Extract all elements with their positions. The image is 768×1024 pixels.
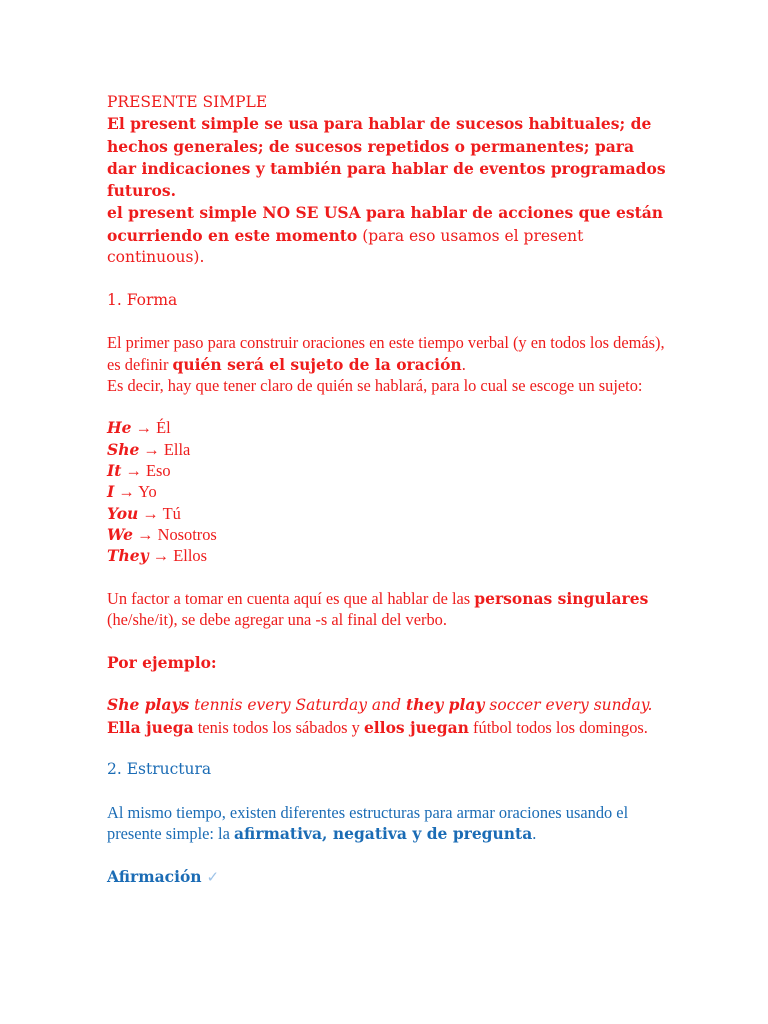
check-icon: ✓	[206, 867, 220, 886]
pronoun-item: It → Eso	[107, 461, 171, 481]
example-english: She plays tennis every Saturday and they play soccer every sunday.	[107, 695, 653, 715]
factor-bold: personas singulares	[474, 588, 649, 608]
p2-text: Es decir, hay que tener claro de quién se hablará, para lo cual se escoge un sujeto:	[107, 375, 643, 395]
pronoun-item: We → Nosotros	[107, 524, 217, 544]
intro-block	[107, 92, 668, 268]
section1-paragraph	[107, 332, 668, 396]
p1-start: El primer paso para construir oraciones en este tiempo verbal (y en todos los demás), es definir	[107, 333, 665, 374]
pronoun-item: I → Yo	[107, 482, 157, 502]
structure-types: afirmativa, negativa y de pregunta	[234, 824, 533, 844]
pronoun-item: He → Él	[107, 418, 171, 438]
p1-bold: quién será el sujeto de la oración	[172, 354, 462, 374]
pronoun-item: You → Tú	[107, 503, 181, 523]
document-title: PRESENTE SIMPLE	[107, 93, 268, 111]
not-used-bold-text: el present simple NO SE USA para hablar de acciones que están ocurriendo en este momento	[107, 203, 664, 245]
example-heading: Por ejemplo:	[107, 652, 217, 672]
p1-end: .	[461, 354, 466, 374]
section2-heading: 2. Estructura	[107, 760, 212, 779]
pronoun-list	[107, 417, 668, 566]
factor-paragraph: Un factor a tomar en cuenta aquí es que al hablar de las personas singulares (he/she/it), se debe agregar una -s al final del verbo.	[107, 588, 649, 630]
affirmation-label: Afirmación	[107, 866, 202, 886]
paren-note: (para eso usamos el present continuous).	[107, 226, 584, 267]
example-spanish: Ella juega tenis todos los sábados y ellos juegan fútbol todos los domingos.	[107, 717, 648, 737]
pronoun-item: They → Ellos	[107, 546, 207, 566]
usage-bold-text: El present simple se usa para hablar de sucesos habituales; de hechos generales; de sucesos repetidos o permanentes; para dar indicaciones y también para hablar de eventos programados futuros.	[107, 114, 666, 201]
section2-paragraph: Al mismo tiempo, existen diferentes estructuras para armar oraciones usando el presente simple: la afirmativa, negativa y de pregunta.	[107, 802, 629, 844]
affirmation-heading	[107, 866, 668, 888]
section1-heading: 1. Forma	[107, 290, 178, 309]
example-block	[107, 694, 668, 738]
pronoun-item: She → Ella	[107, 439, 191, 459]
